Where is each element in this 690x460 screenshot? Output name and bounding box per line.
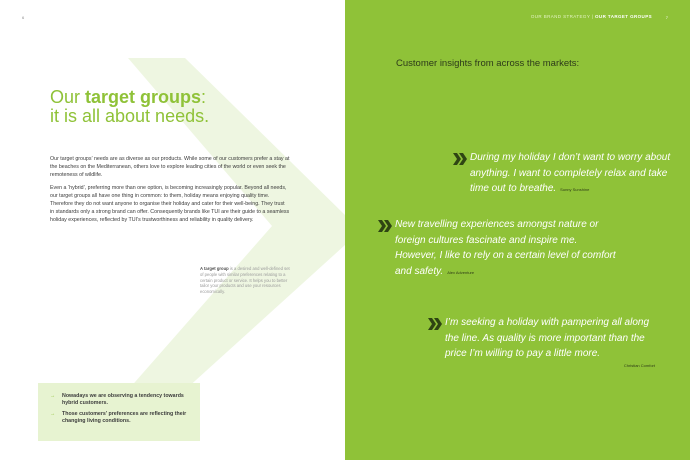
list-item: → Those customers’ preferences are reflecting their changing living conditions. bbox=[50, 411, 187, 424]
page-number: 6 bbox=[22, 15, 25, 20]
tendency-callout bbox=[38, 383, 200, 441]
insights-heading: Customer insights from across the markets: bbox=[396, 58, 580, 69]
running-head: OUR BRAND STRATEGY | OUR TARGET GROUPS bbox=[530, 14, 652, 19]
arrow-right-icon: → bbox=[50, 411, 56, 417]
body-text bbox=[50, 156, 290, 230]
quote-mark-icon bbox=[453, 153, 467, 165]
page-title: Our target groups: it is all about needs. bbox=[50, 87, 210, 126]
customer-quote: New travelling experiences amongst nature or foreign cultures fascinate and inspire me. However, I like to rely on a certain level of comfort and safety. Alex Adventure bbox=[395, 219, 616, 277]
quote-mark-icon bbox=[378, 220, 392, 232]
customer-quote: During my holiday I don’t want to worry about anything. I want to completely relax and take time out to breathe. Sunny Sunshine bbox=[470, 152, 671, 194]
arrow-right-icon: → bbox=[50, 393, 56, 399]
target-group-definition: A target group is a desired and well-defined set of people with similar preferences relating to a certain product or service. It helps you to better tailor your products and use your resources economically. bbox=[200, 266, 290, 295]
customer-quote: I’m seeking a holiday with pampering all along the line. As quality is more important than the price I’m willing to pay a little more. Christian Comfort bbox=[445, 317, 655, 368]
quote-author: Alex Adventure bbox=[447, 269, 475, 275]
right-page bbox=[345, 0, 690, 460]
page-number: 7 bbox=[665, 15, 668, 20]
quote-author: Sunny Sunshine bbox=[560, 187, 590, 192]
list-item: → Nowadays we are observing a tendency towards hybrid customers. bbox=[50, 393, 184, 406]
quote-author: Christian Comfort bbox=[623, 362, 655, 368]
quote-mark-icon bbox=[428, 318, 442, 330]
paragraph: Even a ‘hybrid’, preferring more than one option, is becoming increasingly popular. Beyond all needs, our target groups all have one thing in common: to them, holiday means enjoying quality time. Therefore they do not want anyone to organise their holiday and cater for their well-being. They trust in standards only a strong brand can offer. Consequently brands like TUI are their guide to a seamless holiday experiences, reflected by TUI’s trustworthiness and reliability in quality delivery. bbox=[50, 185, 290, 223]
paragraph: Our target groups’ needs are as diverse as our products. While some of our customers prefer a stay at the beaches on the Mediterranean, others love to explore leading cities of the world or even seek the remoteness of wildlife. bbox=[50, 156, 290, 178]
